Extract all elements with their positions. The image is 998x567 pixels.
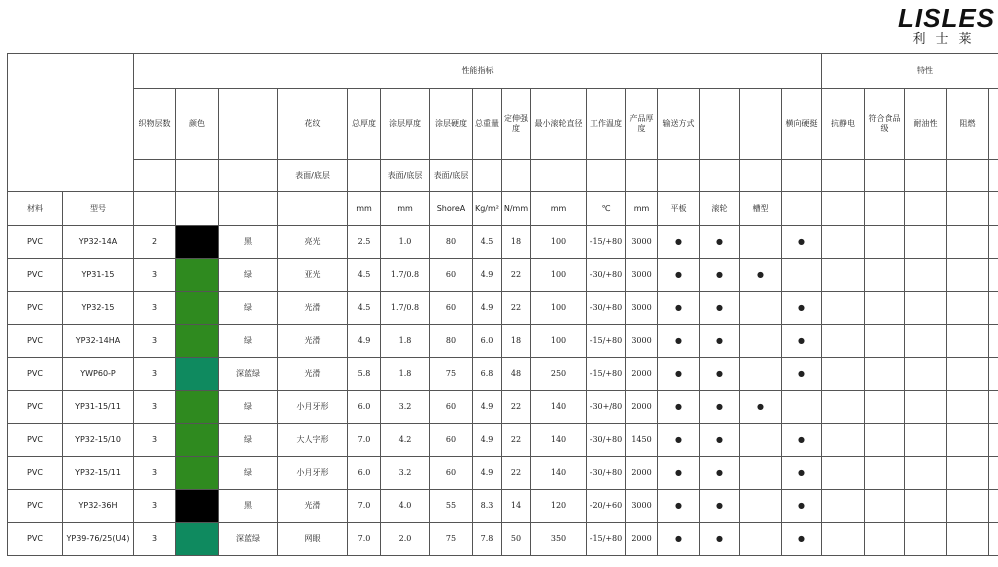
cell-pattern: 光滑 (278, 490, 348, 523)
cell-plies: 3 (134, 523, 176, 556)
cell-model: YP32-36H (63, 490, 134, 523)
cell-extra (989, 391, 998, 424)
col-header-color: 颜色 (176, 89, 219, 160)
cell-oil-resistance (905, 424, 947, 457)
color-swatch (176, 259, 219, 292)
cell-weight: 4.9 (473, 424, 502, 457)
cell-tensile: 18 (502, 226, 531, 259)
cell-conv-groove (740, 226, 782, 259)
cell-temperature: -30/+80 (587, 259, 626, 292)
cell-temperature: -30+/80 (587, 391, 626, 424)
header-material: 材料 (8, 192, 63, 226)
cell-conv-roller: ● (700, 523, 740, 556)
cell-total-thickness: 4.5 (348, 259, 381, 292)
cell-pattern: 光滑 (278, 358, 348, 391)
cell-color-name: 绿 (219, 391, 278, 424)
cell-pattern: 小月牙形 (278, 391, 348, 424)
cell-hardness: 55 (430, 490, 473, 523)
cell-oil-resistance (905, 226, 947, 259)
cell-model: YP39-76/25(U4) (63, 523, 134, 556)
cell-conv-groove (740, 358, 782, 391)
color-swatch (176, 457, 219, 490)
cell-flame-retardant (947, 292, 989, 325)
cell-conv-roller: ● (700, 292, 740, 325)
cell-conv-groove: ● (740, 259, 782, 292)
col-header-conveying-2 (700, 89, 740, 160)
cell-tensile: 22 (502, 292, 531, 325)
col-header-plies: 织物层数 (134, 89, 176, 160)
cell-coating-thickness: 2.0 (381, 523, 430, 556)
cell-conv-roller: ● (700, 391, 740, 424)
cell-model: YP31-15 (63, 259, 134, 292)
cell-pattern: 光滑 (278, 292, 348, 325)
product-spec-table (7, 53, 998, 556)
unit-weight: Kg/m² (473, 192, 502, 226)
cell-conv-roller: ● (700, 424, 740, 457)
cell-roller: 120 (531, 490, 587, 523)
cell-pattern: 小月牙形 (278, 457, 348, 490)
cell-stiffness: ● (782, 292, 822, 325)
cell-pattern: 亚光 (278, 259, 348, 292)
cell-conv-flat: ● (658, 424, 700, 457)
cell-antistatic (822, 358, 865, 391)
table-row (8, 358, 998, 391)
cell-product-thickness: 1450 (626, 424, 658, 457)
cell-conv-groove (740, 424, 782, 457)
col-header-food-grade: 符合食品级 (865, 89, 905, 160)
cell-tensile: 22 (502, 391, 531, 424)
cell-temperature: -15/+80 (587, 358, 626, 391)
sub-header-coating-hardness: 表面/底层 (430, 160, 473, 192)
cell-oil-resistance (905, 490, 947, 523)
brand-logo (898, 3, 996, 48)
cell-total-thickness: 4.9 (348, 325, 381, 358)
sub-header-pattern: 表面/底层 (278, 160, 348, 192)
cell-temperature: -30/+80 (587, 457, 626, 490)
cell-oil-resistance (905, 358, 947, 391)
cell-total-thickness: 2.5 (348, 226, 381, 259)
cell-conv-flat: ● (658, 226, 700, 259)
cell-weight: 8.3 (473, 490, 502, 523)
cell-color-name: 深蓝绿 (219, 358, 278, 391)
cell-roller: 250 (531, 358, 587, 391)
cell-food-grade (865, 523, 905, 556)
cell-plies: 3 (134, 292, 176, 325)
cell-coating-thickness: 4.2 (381, 424, 430, 457)
cell-conv-flat: ● (658, 457, 700, 490)
color-swatch (176, 523, 219, 556)
cell-material: PVC (8, 391, 63, 424)
cell-flame-retardant (947, 325, 989, 358)
cell-conv-flat: ● (658, 325, 700, 358)
cell-product-thickness: 2000 (626, 358, 658, 391)
cell-pattern: 网眼 (278, 523, 348, 556)
header-model: 型号 (63, 192, 134, 226)
col-header-stiffness: 横向硬挺 (782, 89, 822, 160)
cell-model: YP32-15/10 (63, 424, 134, 457)
cell-temperature: -20/+60 (587, 490, 626, 523)
cell-product-thickness: 2000 (626, 391, 658, 424)
cell-stiffness (782, 391, 822, 424)
unit-conv-groove: 槽型 (740, 192, 782, 226)
cell-material: PVC (8, 358, 63, 391)
cell-stiffness: ● (782, 490, 822, 523)
cell-food-grade (865, 325, 905, 358)
cell-roller: 100 (531, 259, 587, 292)
cell-material: PVC (8, 424, 63, 457)
col-header-oil-resistance: 耐油性 (905, 89, 947, 160)
cell-hardness: 60 (430, 259, 473, 292)
cell-color-name: 黑 (219, 226, 278, 259)
cell-flame-retardant (947, 259, 989, 292)
cell-conv-roller: ● (700, 325, 740, 358)
cell-tensile: 48 (502, 358, 531, 391)
cell-flame-retardant (947, 391, 989, 424)
cell-coating-thickness: 3.2 (381, 391, 430, 424)
cell-extra (989, 358, 998, 391)
cell-food-grade (865, 424, 905, 457)
cell-oil-resistance (905, 259, 947, 292)
cell-flame-retardant (947, 457, 989, 490)
col-header-product-thickness: 产品厚度 (626, 89, 658, 160)
cell-coating-thickness: 3.2 (381, 457, 430, 490)
cell-stiffness: ● (782, 457, 822, 490)
cell-stiffness: ● (782, 523, 822, 556)
cell-coating-thickness: 1.7/0.8 (381, 259, 430, 292)
cell-product-thickness: 3000 (626, 325, 658, 358)
cell-tensile: 22 (502, 457, 531, 490)
cell-color-name: 绿 (219, 259, 278, 292)
cell-conv-flat: ● (658, 292, 700, 325)
cell-model: YP31-15/11 (63, 391, 134, 424)
cell-food-grade (865, 457, 905, 490)
cell-total-thickness: 4.5 (348, 292, 381, 325)
brand-mark: LISLES (898, 3, 996, 33)
cell-antistatic (822, 391, 865, 424)
cell-extra (989, 292, 998, 325)
cell-coating-thickness: 1.0 (381, 226, 430, 259)
cell-plies: 3 (134, 391, 176, 424)
cell-weight: 4.9 (473, 292, 502, 325)
cell-material: PVC (8, 292, 63, 325)
cell-color-name: 绿 (219, 424, 278, 457)
col-header-total-thickness: 总厚度 (348, 89, 381, 160)
cell-conv-roller: ● (700, 490, 740, 523)
sub-header-coating-thickness: 表面/底层 (381, 160, 430, 192)
cell-conv-roller: ● (700, 457, 740, 490)
col-header-pattern: 花纹 (278, 89, 348, 160)
table-row (8, 424, 998, 457)
table-body (8, 226, 998, 556)
cell-weight: 4.9 (473, 457, 502, 490)
col-header-conveying: 输送方式 (658, 89, 700, 160)
cell-flame-retardant (947, 424, 989, 457)
cell-conv-groove (740, 292, 782, 325)
cell-plies: 3 (134, 424, 176, 457)
cell-tensile: 22 (502, 424, 531, 457)
corner-cell (8, 54, 134, 192)
cell-total-thickness: 7.0 (348, 490, 381, 523)
cell-material: PVC (8, 457, 63, 490)
cell-total-thickness: 7.0 (348, 523, 381, 556)
unit-product-thickness: mm (626, 192, 658, 226)
cell-roller: 100 (531, 226, 587, 259)
cell-antistatic (822, 226, 865, 259)
cell-extra (989, 523, 998, 556)
col-header-coating-hardness: 涂层硬度 (430, 89, 473, 160)
cell-antistatic (822, 523, 865, 556)
cell-plies: 3 (134, 259, 176, 292)
cell-stiffness: ● (782, 358, 822, 391)
cell-hardness: 60 (430, 457, 473, 490)
cell-food-grade (865, 391, 905, 424)
cell-conv-groove (740, 325, 782, 358)
performance-group-header: 性能指标 (134, 54, 822, 89)
cell-conv-flat: ● (658, 391, 700, 424)
cell-material: PVC (8, 523, 63, 556)
unit-conv-flat: 平板 (658, 192, 700, 226)
unit-total-thickness: mm (348, 192, 381, 226)
cell-conv-roller: ● (700, 358, 740, 391)
cell-oil-resistance (905, 292, 947, 325)
cell-stiffness (782, 259, 822, 292)
cell-temperature: -15/+80 (587, 523, 626, 556)
cell-coating-thickness: 1.8 (381, 358, 430, 391)
cell-conv-groove (740, 523, 782, 556)
cell-stiffness: ● (782, 424, 822, 457)
cell-weight: 7.8 (473, 523, 502, 556)
cell-weight: 6.0 (473, 325, 502, 358)
cell-total-thickness: 7.0 (348, 424, 381, 457)
unit-conv-roller: 滚轮 (700, 192, 740, 226)
cell-food-grade (865, 358, 905, 391)
cell-oil-resistance (905, 457, 947, 490)
table-row (8, 523, 998, 556)
cell-hardness: 75 (430, 358, 473, 391)
cell-hardness: 60 (430, 391, 473, 424)
cell-conv-flat: ● (658, 358, 700, 391)
cell-temperature: -30/+80 (587, 424, 626, 457)
cell-antistatic (822, 325, 865, 358)
cell-food-grade (865, 226, 905, 259)
cell-weight: 4.9 (473, 391, 502, 424)
cell-color-name: 绿 (219, 457, 278, 490)
cell-pattern: 亮光 (278, 226, 348, 259)
cell-hardness: 80 (430, 226, 473, 259)
cell-temperature: -15/+80 (587, 226, 626, 259)
cell-roller: 100 (531, 325, 587, 358)
cell-extra (989, 490, 998, 523)
cell-plies: 3 (134, 457, 176, 490)
table-row (8, 259, 998, 292)
cell-oil-resistance (905, 391, 947, 424)
cell-tensile: 18 (502, 325, 531, 358)
unit-hardness: ShoreA (430, 192, 473, 226)
unit-tensile: N/mm (502, 192, 531, 226)
cell-hardness: 80 (430, 325, 473, 358)
cell-product-thickness: 3000 (626, 292, 658, 325)
color-swatch (176, 490, 219, 523)
cell-oil-resistance (905, 325, 947, 358)
cell-roller: 100 (531, 292, 587, 325)
cell-coating-thickness: 1.8 (381, 325, 430, 358)
cell-model: YWP60-P (63, 358, 134, 391)
cell-conv-roller: ● (700, 259, 740, 292)
cell-extra (989, 259, 998, 292)
col-header-coating-thickness: 涂层厚度 (381, 89, 430, 160)
unit-temperature: ℃ (587, 192, 626, 226)
cell-pattern: 光滑 (278, 325, 348, 358)
cell-antistatic (822, 259, 865, 292)
cell-coating-thickness: 4.0 (381, 490, 430, 523)
cell-antistatic (822, 424, 865, 457)
cell-material: PVC (8, 259, 63, 292)
cell-product-thickness: 3000 (626, 490, 658, 523)
cell-extra (989, 226, 998, 259)
cell-antistatic (822, 490, 865, 523)
cell-total-thickness: 6.0 (348, 457, 381, 490)
cell-model: YP32-15/11 (63, 457, 134, 490)
cell-plies: 2 (134, 226, 176, 259)
cell-plies: 3 (134, 490, 176, 523)
cell-conv-groove (740, 490, 782, 523)
cell-color-name: 绿 (219, 325, 278, 358)
cell-color-name: 黑 (219, 490, 278, 523)
cell-coating-thickness: 1.7/0.8 (381, 292, 430, 325)
color-swatch (176, 391, 219, 424)
table-row (8, 226, 998, 259)
cell-roller: 140 (531, 457, 587, 490)
cell-total-thickness: 5.8 (348, 358, 381, 391)
color-swatch (176, 424, 219, 457)
cell-conv-flat: ● (658, 259, 700, 292)
cell-color-name: 绿 (219, 292, 278, 325)
cell-food-grade (865, 259, 905, 292)
col-header-conveying-3 (740, 89, 782, 160)
table-row (8, 325, 998, 358)
cell-weight: 4.5 (473, 226, 502, 259)
cell-stiffness: ● (782, 325, 822, 358)
cell-food-grade (865, 490, 905, 523)
cell-oil-resistance (905, 523, 947, 556)
col-header-antistatic: 抗静电 (822, 89, 865, 160)
cell-total-thickness: 6.0 (348, 391, 381, 424)
cell-roller: 140 (531, 424, 587, 457)
cell-roller: 140 (531, 391, 587, 424)
cell-flame-retardant (947, 358, 989, 391)
cell-product-thickness: 3000 (626, 259, 658, 292)
cell-material: PVC (8, 490, 63, 523)
cell-tensile: 50 (502, 523, 531, 556)
cell-color-name: 深蓝绿 (219, 523, 278, 556)
cell-temperature: -30/+80 (587, 292, 626, 325)
cell-conv-groove (740, 457, 782, 490)
cell-weight: 6.8 (473, 358, 502, 391)
cell-flame-retardant (947, 226, 989, 259)
cell-antistatic (822, 292, 865, 325)
cell-flame-retardant (947, 523, 989, 556)
cell-stiffness: ● (782, 226, 822, 259)
cell-plies: 3 (134, 358, 176, 391)
cell-extra (989, 424, 998, 457)
col-header-temperature: 工作温度 (587, 89, 626, 160)
cell-conv-flat: ● (658, 523, 700, 556)
col-header-extra (989, 89, 998, 160)
color-swatch (176, 226, 219, 259)
color-swatch (176, 358, 219, 391)
features-group-header: 特性 (822, 54, 998, 89)
table-row (8, 391, 998, 424)
cell-hardness: 75 (430, 523, 473, 556)
brand-chinese-name: 利士莱 (912, 32, 982, 47)
color-swatch (176, 292, 219, 325)
cell-model: YP32-14A (63, 226, 134, 259)
table-row (8, 490, 998, 523)
col-header-flame-retardant: 阻燃 (947, 89, 989, 160)
cell-food-grade (865, 292, 905, 325)
col-header-tensile: 定伸强度 (502, 89, 531, 160)
color-swatch (176, 325, 219, 358)
cell-hardness: 60 (430, 292, 473, 325)
cell-weight: 4.9 (473, 259, 502, 292)
cell-model: YP32-14HA (63, 325, 134, 358)
col-header-total-weight: 总重量 (473, 89, 502, 160)
cell-tensile: 22 (502, 259, 531, 292)
cell-product-thickness: 2000 (626, 523, 658, 556)
cell-plies: 3 (134, 325, 176, 358)
col-header-min-roller: 最小滚轮直径 (531, 89, 587, 160)
cell-material: PVC (8, 325, 63, 358)
unit-roller: mm (531, 192, 587, 226)
cell-flame-retardant (947, 490, 989, 523)
cell-conv-flat: ● (658, 490, 700, 523)
cell-tensile: 14 (502, 490, 531, 523)
cell-material: PVC (8, 226, 63, 259)
table-row (8, 457, 998, 490)
cell-pattern: 大人字形 (278, 424, 348, 457)
cell-product-thickness: 2000 (626, 457, 658, 490)
col-header-color-name (219, 89, 278, 160)
cell-extra (989, 457, 998, 490)
table-row (8, 292, 998, 325)
cell-conv-groove: ● (740, 391, 782, 424)
cell-product-thickness: 3000 (626, 226, 658, 259)
cell-roller: 350 (531, 523, 587, 556)
unit-coating-thickness: mm (381, 192, 430, 226)
cell-hardness: 60 (430, 424, 473, 457)
cell-model: YP32-15 (63, 292, 134, 325)
cell-conv-roller: ● (700, 226, 740, 259)
cell-antistatic (822, 457, 865, 490)
cell-temperature: -15/+80 (587, 325, 626, 358)
cell-extra (989, 325, 998, 358)
